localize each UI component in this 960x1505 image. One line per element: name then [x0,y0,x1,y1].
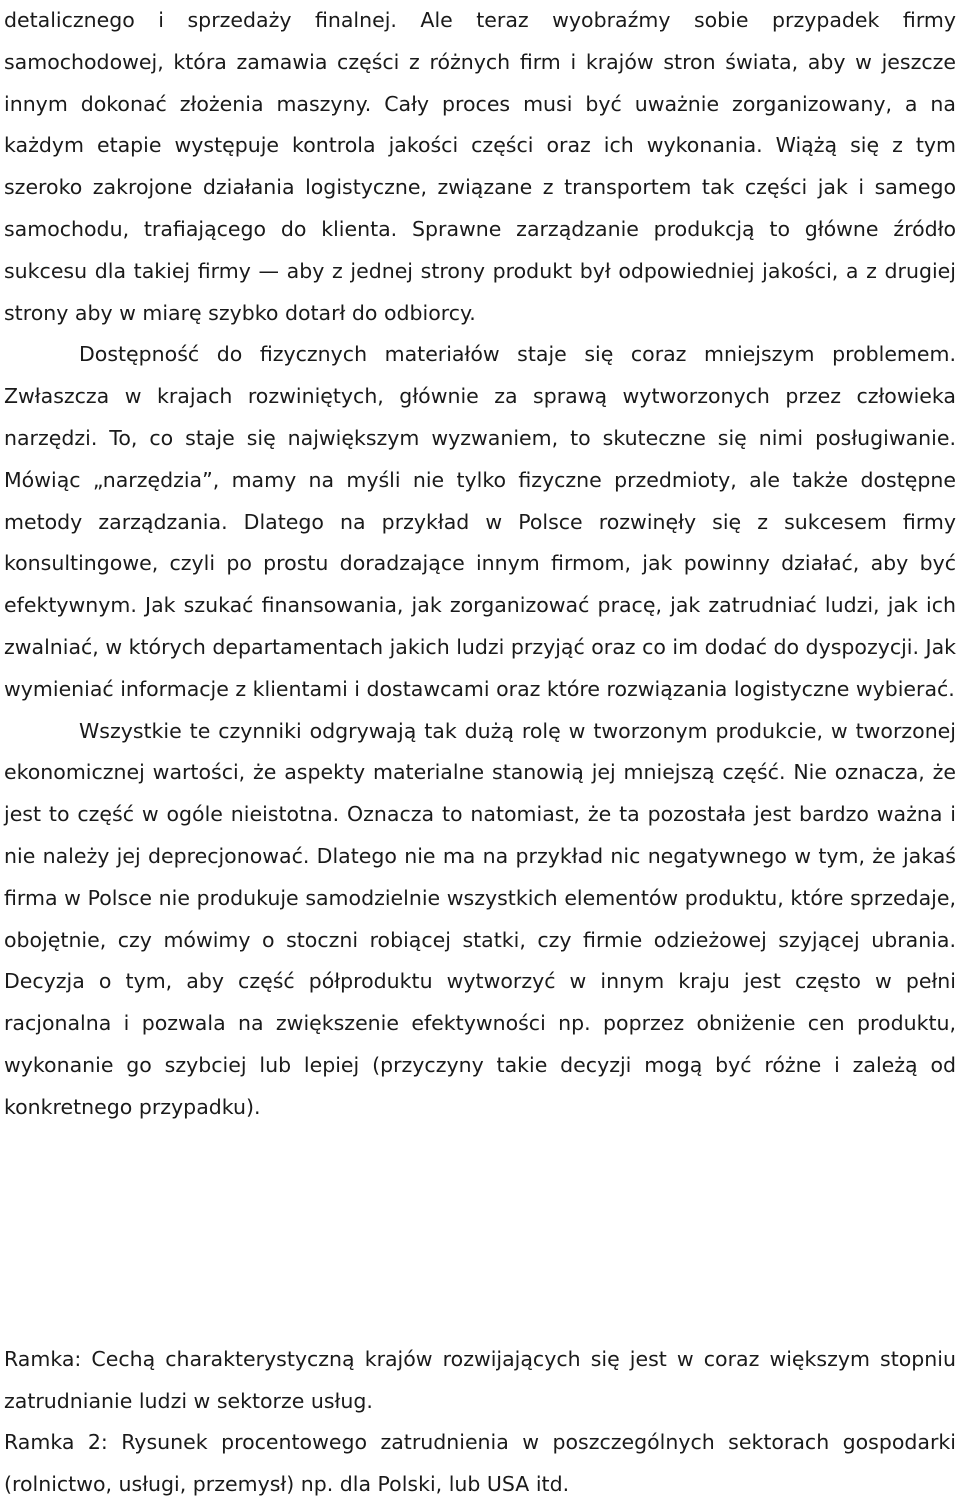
frame-1: Ramka: Cechą charakterystyczną krajów rozwijających się jest w coraz większym stopniu zatrudnianie ludzi w sektorze usług. [4,1347,956,1413]
frame-2: Ramka 2: Rysunek procentowego zatrudnienia w poszczególnych sektorach gospodarki (rolnictwo, usługi, przemysł) np. dla Polski, lub USA itd. [4,1430,956,1496]
paragraph-2: Dostępność do fizycznych materiałów staje się coraz mniejszym problemem. Zwłaszcza w krajach rozwiniętych, głównie za sprawą wytworzonych przez człowieka narzędzi. To, co staje się największym wyzwaniem, to skuteczne się nimi posługiwanie. Mówiąc „narzędzia”, mamy na myśli nie tylko fizyczne przedmioty, ale także dostępne metody zarządzania. Dlatego na przykład w Polsce rozwinęły się z sukcesem firmy konsultingowe, czyli po prostu doradzające innym firmom, jak powinny działać, aby być efektywnym. Jak szukać finansowania, jak zorganizować pracę, jak zatrudniać ludzi, jak ich zwalniać, w których departamentach jakich ludzi przyjąć oraz co im dodać do dyspozycji. Jak wymieniać informacje z klientami i dostawcami oraz które rozwiązania logistyczne wybierać. [4,342,957,701]
paragraph-1: detalicznego i sprzedaży finalnej. Ale teraz wyobraźmy sobie przypadek firmy samochodowej, która zamawia części z różnych firm i krajów stron świata, aby w jeszcze innym dokonać złożenia maszyny. Cały proces musi być uważnie zorganizowany, a na każdym etapie występuje kontrola jakości części oraz ich wykonania. Wiążą się z tym szeroko zakrojone działania logistyczne, związane z transportem tak części jak i samego samochodu, trafiającego do klienta. Sprawne zarządzanie produkcją to główne źródło sukcesu dla takiej firmy — aby z jednej strony produkt był odpowiedniej jakości, a z drugiej strony aby w miarę szybko dotarł do odbiorcy. [4,8,956,325]
document-body [4,0,956,1129]
frames-section [4,1339,956,1505]
paragraph-3: Wszystkie te czynniki odgrywają tak dużą rolę w tworzonym produkcie, w tworzonej ekonomicznej wartości, że aspekty materialne stanowią jej mniejszą część. Nie oznacza, że jest to część w ogóle nieistotna. Oznacza to natomiast, że ta pozostała jest bardzo ważna i nie należy jej deprecjonować. Dlatego nie ma na przykład nic negatywnego w tym, że jakaś firma w Polsce nie produkuje samodzielnie wszystkich elementów produktu, które sprzedaje, obojętnie, czy mówimy o stoczni robiącej statki, czy firmie odzieżowej szyjącej ubrania. Decyzja o tym, aby część półproduktu wytworzyć w innym kraju jest często w pełni racjonalna i pozwala na zwiększenie efektywności np. poprzez obniżenie cen produktu, wykonanie go szybciej lub lepiej (przyczyny takie decyzji mogą być różne i zależą od konkretnego przypadku). [4,718,956,1119]
